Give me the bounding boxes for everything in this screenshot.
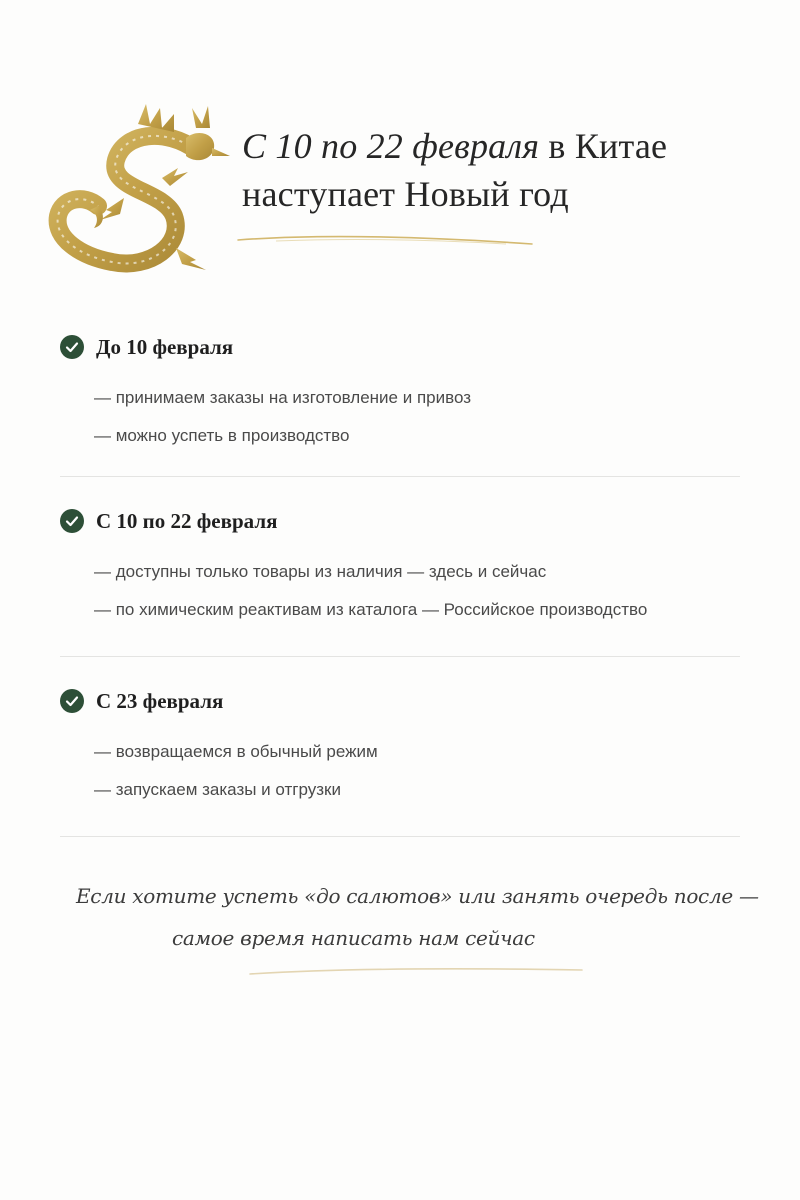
title-line2: наступает Новый год — [242, 174, 569, 214]
list-item: — можно успеть в производство — [94, 426, 350, 445]
checkmark-icon — [60, 689, 84, 713]
decorative-swash — [236, 230, 536, 252]
list-item: — доступны только товары из наличия — здесь и сейчас — [94, 562, 547, 581]
list-item: — принимаем заказы на изготовление и привоз — [94, 388, 471, 407]
divider — [60, 656, 740, 657]
section-from-feb-23 — [60, 686, 760, 816]
divider — [60, 476, 740, 477]
title-location: в Китае — [539, 126, 668, 166]
section-title: С 23 февраля — [96, 688, 224, 713]
section-feb-10-22 — [60, 506, 760, 636]
list-item: — возвращаемся в обычный режим — [94, 742, 378, 761]
footer-line2: самое время написать нам сейчас — [172, 926, 535, 950]
checkmark-icon — [60, 335, 84, 359]
decorative-swash — [246, 962, 586, 982]
section-title: До 10 февраля — [96, 334, 234, 359]
golden-dragon-icon — [46, 98, 230, 284]
page-title — [242, 122, 762, 218]
section-until-feb-10 — [60, 332, 760, 462]
section-title: С 10 по 22 февраля — [96, 508, 278, 533]
list-item: — запускаем заказы и отгрузки — [94, 780, 341, 799]
footer-line1: Если хотите успеть «до салютов» или занять очередь после — — [76, 884, 759, 908]
list-item: — по химическим реактивам из каталога — Российское производство — [94, 600, 648, 619]
divider — [60, 836, 740, 837]
checkmark-icon — [60, 509, 84, 533]
title-dates: С 10 по 22 февраля — [242, 126, 540, 166]
